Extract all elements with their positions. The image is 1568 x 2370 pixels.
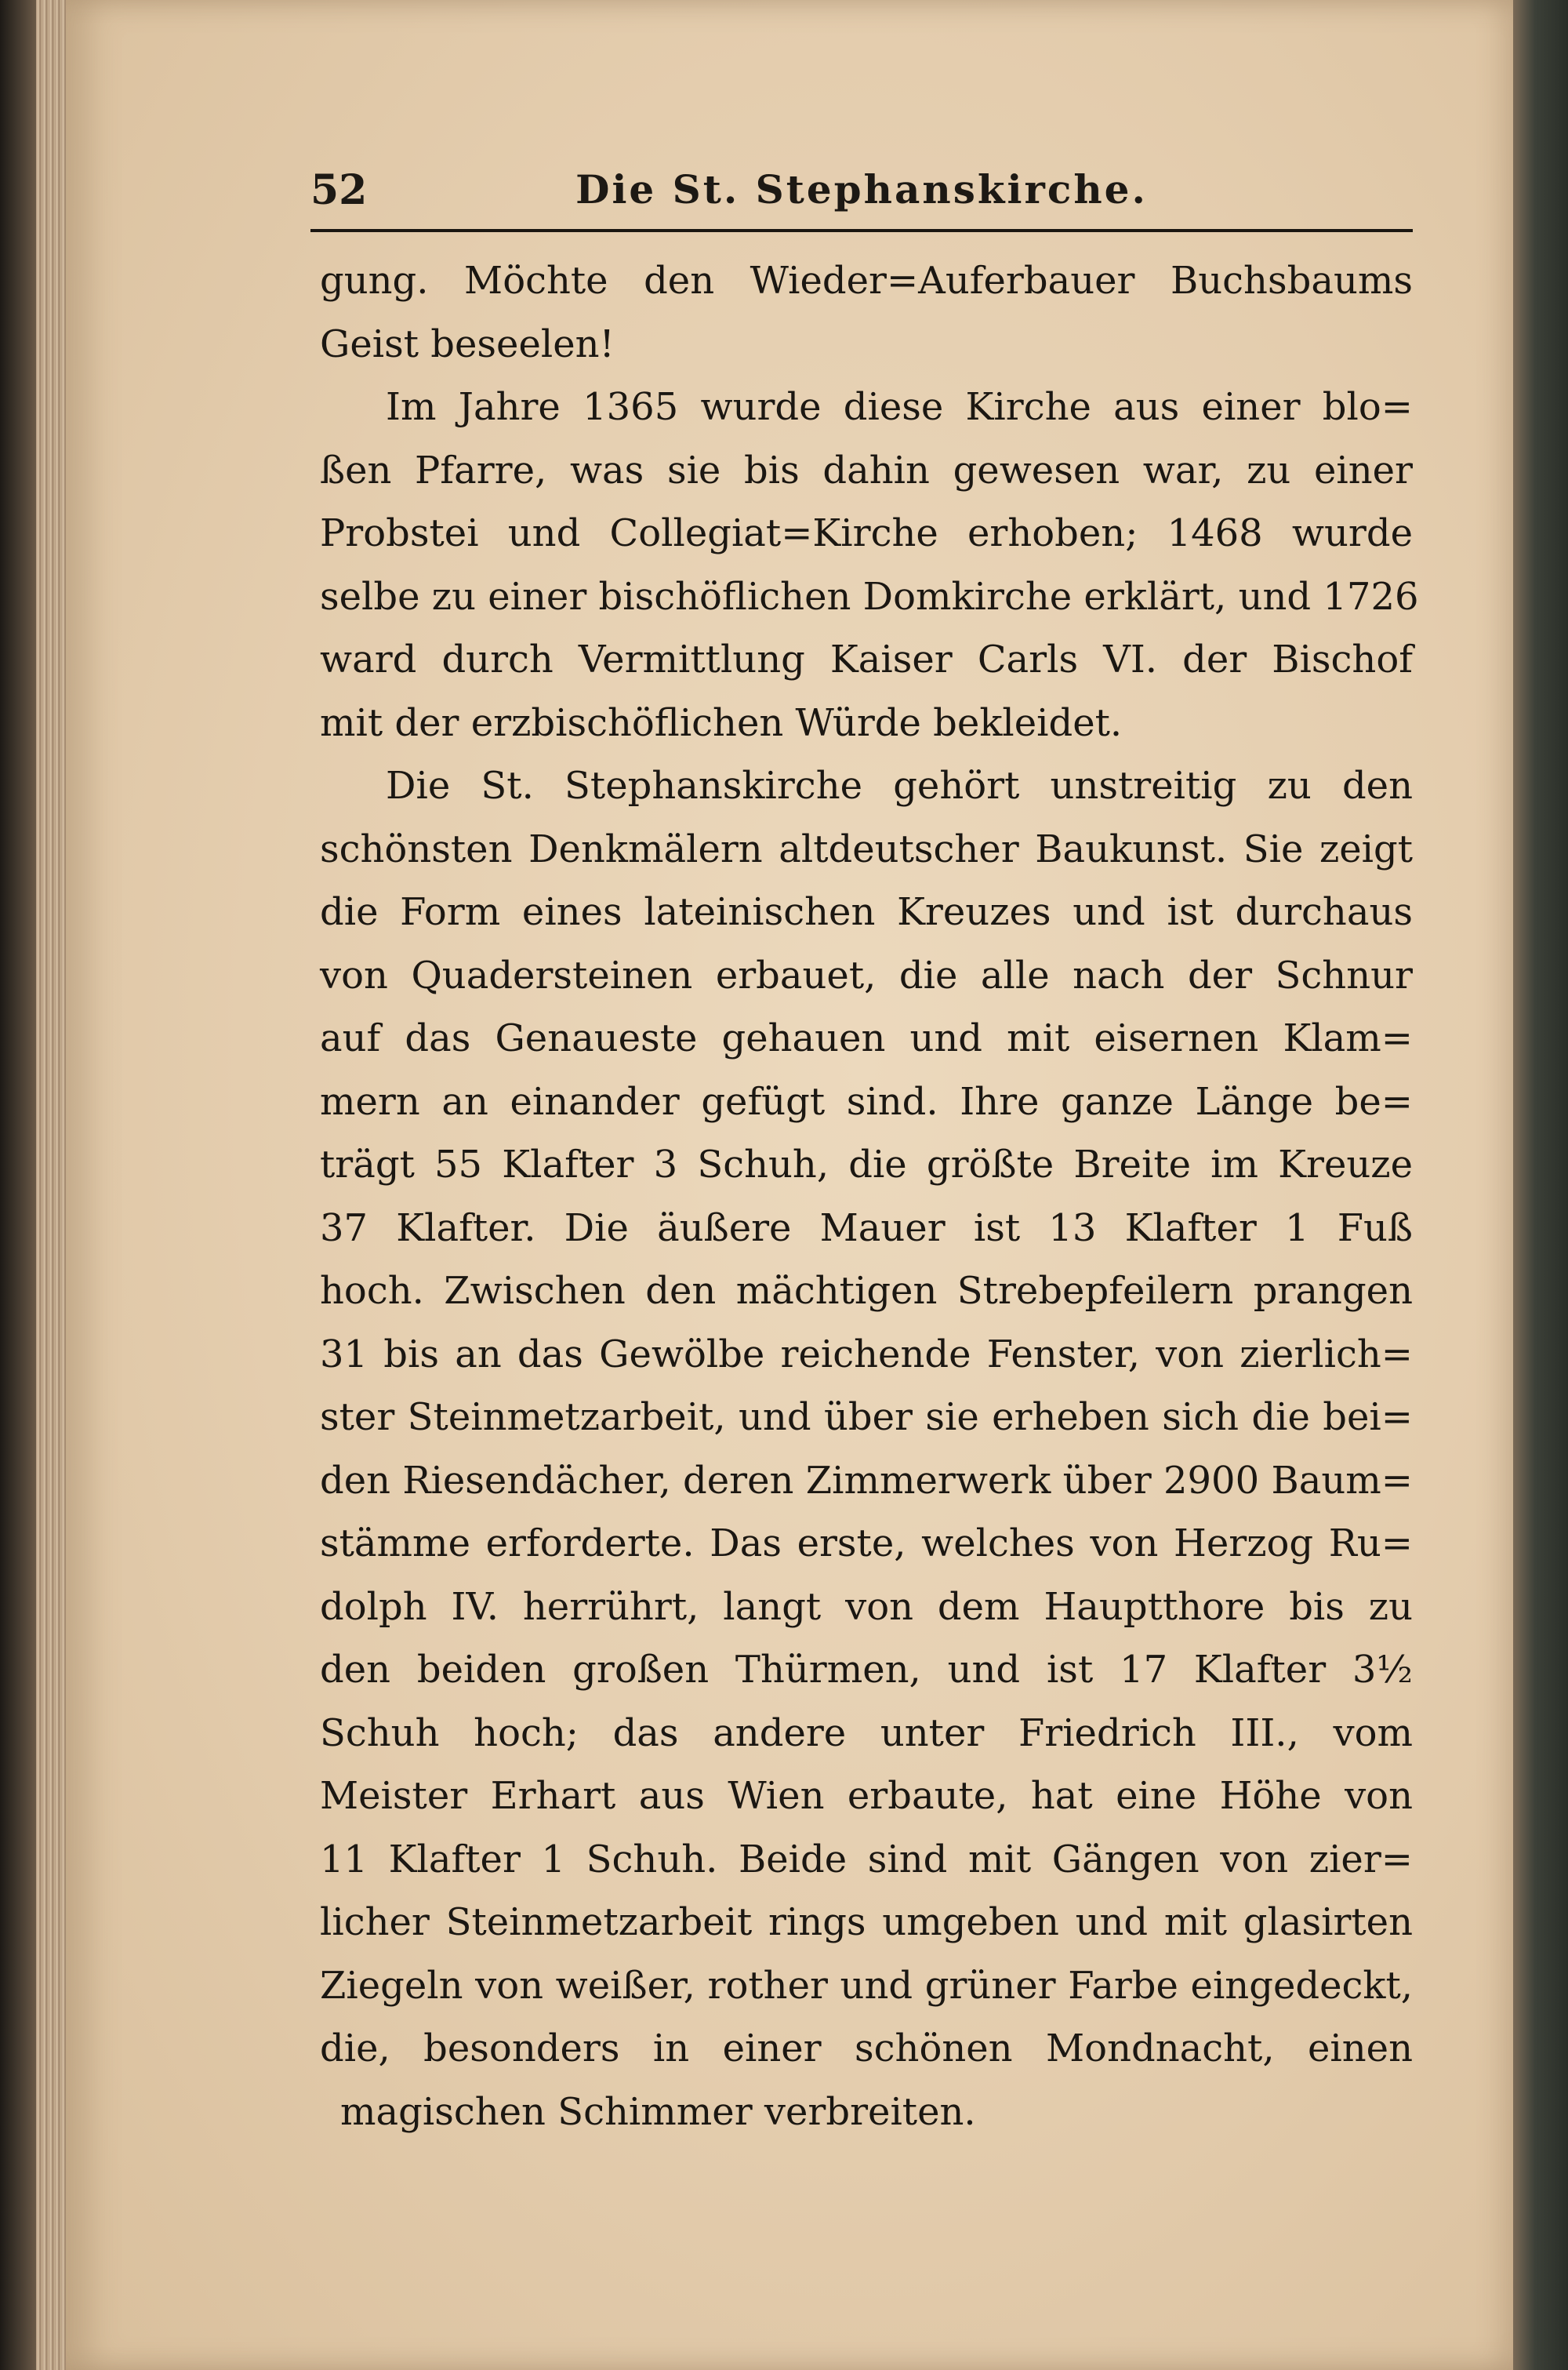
page-edges: [36, 0, 67, 2370]
book-cover-edge: [1513, 0, 1568, 2370]
text-line: mern an einander gefügt sind. Ihre ganze Länge be=: [320, 1079, 1413, 1124]
text-line: die Form eines lateinischen Kreuzes und ist durchaus: [320, 890, 1413, 934]
text-line: von Quadersteinen erbauet, die alle nach der Schnur: [320, 953, 1413, 998]
text-line: stämme erforderte. Das erste, welches von Herzog Ru=: [320, 1521, 1413, 1565]
text-line: 37 Klafter. Die äußere Mauer ist 13 Klafter 1 Fuß: [320, 1205, 1413, 1250]
text-line: 31 bis an das Gewölbe reichende Fenster, von zierlich=: [320, 1332, 1413, 1376]
body-text: [320, 249, 1419, 2143]
text-line: Die St. Stephanskirche gehört unstreitig zu den: [386, 764, 1413, 808]
text-line: 11 Klafter 1 Schuh. Beide sind mit Gängen von zier=: [320, 1837, 1413, 1881]
text-line: Ziegeln von weißer, rother und grüner Farbe eingedeckt,: [320, 1963, 1413, 2008]
text-line: auf das Genaueste gehauen und mit eisernen Klam=: [320, 1016, 1413, 1060]
text-line: dolph IV. herrührt, langt von dem Hauptthore bis zu: [320, 1584, 1413, 1629]
text-line: den Riesendächer, deren Zimmerwerk über 2900 Baum=: [320, 1458, 1413, 1503]
text-line: Geist beseelen!: [320, 322, 615, 366]
text-line: gung. Möchte den Wieder=Auferbauer Buchsbaums: [320, 259, 1413, 303]
book-binding: [0, 0, 36, 2370]
text-line: Im Jahre 1365 wurde diese Kirche aus einer blo=: [386, 385, 1413, 429]
text-line: ster Steinmetzarbeit, und über sie erheben sich die bei=: [320, 1395, 1413, 1439]
text-line: schönsten Denkmälern altdeutscher Baukunst. Sie zeigt: [320, 827, 1413, 871]
text-line: ward durch Vermittlung Kaiser Carls VI. der Bischof: [320, 638, 1413, 682]
text-line: magischen Schimmer verbreiten.: [340, 2089, 976, 2134]
text-line: Meister Erhart aus Wien erbaute, hat eine Höhe von: [320, 1774, 1413, 1818]
text-line: licher Steinmetzarbeit rings umgeben und mit glasirten: [320, 1900, 1413, 1944]
text-line: mit der erzbischöflichen Würde bekleidet.: [320, 700, 1123, 745]
text-line: trägt 55 Klafter 3 Schuh, die größte Breite im Kreuze: [320, 1143, 1413, 1187]
page-number: 52: [310, 166, 368, 214]
text-line: den beiden großen Thürmen, und ist 17 Klafter 3½: [320, 1648, 1413, 1692]
text-line: die, besonders in einer schönen Mondnacht, einen: [320, 2026, 1413, 2070]
text-line: hoch. Zwischen den mächtigen Strebepfeilern prangen: [320, 1269, 1413, 1313]
page-header: [310, 166, 1413, 232]
text-line: Schuh hoch; das andere unter Friedrich III., vom: [320, 1710, 1413, 1755]
text-line: ßen Pfarre, was sie bis dahin gewesen war, zu einer: [320, 448, 1413, 493]
text-line: Probstei und Collegiat=Kirche erhoben; 1468 wurde: [320, 511, 1413, 555]
running-title: Die St. Stephanskirche.: [575, 166, 1148, 213]
text-line: selbe zu einer bischöflichen Domkirche erklärt, und 1726: [320, 574, 1419, 619]
